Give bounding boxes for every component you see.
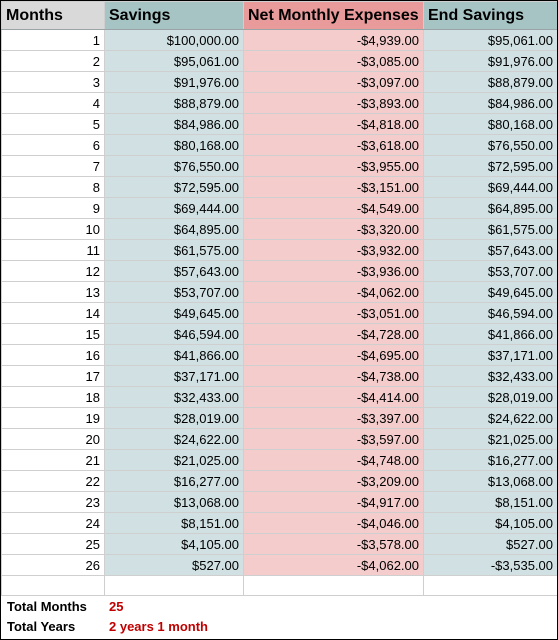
cell-month[interactable]: 13 (2, 282, 105, 303)
cell-month[interactable]: 18 (2, 387, 105, 408)
cell-month[interactable]: 17 (2, 366, 105, 387)
empty-cell[interactable] (105, 576, 244, 596)
cell-expenses[interactable]: -$4,728.00 (244, 324, 424, 345)
cell-month[interactable]: 3 (2, 72, 105, 93)
table-row (2, 219, 558, 240)
total-years-value[interactable]: 2 years 1 month (109, 618, 208, 634)
cell-savings[interactable]: $8,151.00 (105, 513, 244, 534)
table-row (2, 555, 558, 576)
table-row (2, 282, 558, 303)
cell-month[interactable]: 4 (2, 93, 105, 114)
cell-end-savings[interactable]: $95,061.00 (424, 30, 558, 51)
table-row (2, 492, 558, 513)
cell-expenses[interactable]: -$4,549.00 (244, 198, 424, 219)
table-row (2, 387, 558, 408)
table-row (2, 198, 558, 219)
total-years-row (1, 616, 557, 636)
cell-savings[interactable]: $49,645.00 (105, 303, 244, 324)
cell-end-savings[interactable]: $16,277.00 (424, 450, 558, 471)
cell-month[interactable]: 20 (2, 429, 105, 450)
table-row (2, 534, 558, 555)
cell-savings[interactable]: $32,433.00 (105, 387, 244, 408)
cell-savings[interactable]: $95,061.00 (105, 51, 244, 72)
cell-savings[interactable]: $28,019.00 (105, 408, 244, 429)
empty-cell[interactable] (424, 576, 558, 596)
cell-savings[interactable]: $64,895.00 (105, 219, 244, 240)
cell-month[interactable]: 15 (2, 324, 105, 345)
table-row (2, 177, 558, 198)
cell-month[interactable]: 19 (2, 408, 105, 429)
cell-expenses[interactable]: -$4,062.00 (244, 282, 424, 303)
cell-end-savings[interactable]: $53,707.00 (424, 261, 558, 282)
cell-end-savings[interactable]: $88,879.00 (424, 72, 558, 93)
cell-end-savings[interactable]: $49,645.00 (424, 282, 558, 303)
totals-section (1, 596, 557, 636)
cell-end-savings[interactable]: -$3,535.00 (424, 555, 558, 576)
cell-expenses[interactable]: -$3,578.00 (244, 534, 424, 555)
cell-end-savings[interactable]: $8,151.00 (424, 492, 558, 513)
cell-month[interactable]: 14 (2, 303, 105, 324)
cell-expenses[interactable]: -$4,939.00 (244, 30, 424, 51)
table-row (2, 135, 558, 156)
table-row (2, 345, 558, 366)
cell-savings[interactable]: $41,866.00 (105, 345, 244, 366)
header-months[interactable]: Months (2, 2, 105, 30)
table-row (2, 429, 558, 450)
cell-savings[interactable]: $527.00 (105, 555, 244, 576)
cell-month[interactable]: 8 (2, 177, 105, 198)
total-months-value[interactable]: 25 (109, 598, 124, 614)
cell-month[interactable]: 11 (2, 240, 105, 261)
cell-savings[interactable]: $84,986.00 (105, 114, 244, 135)
cell-end-savings[interactable]: $28,019.00 (424, 387, 558, 408)
cell-savings[interactable]: $21,025.00 (105, 450, 244, 471)
cell-savings[interactable]: $72,595.00 (105, 177, 244, 198)
header-row (2, 2, 558, 30)
cell-expenses[interactable]: -$4,738.00 (244, 366, 424, 387)
cell-expenses[interactable]: -$3,932.00 (244, 240, 424, 261)
cell-expenses[interactable]: -$4,695.00 (244, 345, 424, 366)
cell-month[interactable]: 21 (2, 450, 105, 471)
cell-expenses[interactable]: -$4,062.00 (244, 555, 424, 576)
cell-end-savings[interactable]: $41,866.00 (424, 324, 558, 345)
cell-savings[interactable]: $69,444.00 (105, 198, 244, 219)
table-row (2, 261, 558, 282)
cell-end-savings[interactable]: $61,575.00 (424, 219, 558, 240)
cell-end-savings[interactable]: $21,025.00 (424, 429, 558, 450)
cell-expenses[interactable]: -$3,397.00 (244, 408, 424, 429)
cell-savings[interactable]: $24,622.00 (105, 429, 244, 450)
header-net-monthly-expenses[interactable]: Net Monthly Expenses (244, 2, 424, 30)
header-savings[interactable]: Savings (105, 2, 244, 30)
cell-month[interactable]: 22 (2, 471, 105, 492)
cell-savings[interactable]: $80,168.00 (105, 135, 244, 156)
cell-savings[interactable]: $46,594.00 (105, 324, 244, 345)
table-row (2, 366, 558, 387)
cell-expenses[interactable]: -$3,618.00 (244, 135, 424, 156)
header-end-savings[interactable]: End Savings (424, 2, 558, 30)
cell-month[interactable]: 7 (2, 156, 105, 177)
table-row (2, 450, 558, 471)
cell-month[interactable]: 25 (2, 534, 105, 555)
cell-month[interactable]: 10 (2, 219, 105, 240)
cell-savings[interactable]: $4,105.00 (105, 534, 244, 555)
cell-end-savings[interactable]: $32,433.00 (424, 366, 558, 387)
cell-expenses[interactable]: -$4,917.00 (244, 492, 424, 513)
cell-expenses[interactable]: -$3,051.00 (244, 303, 424, 324)
cell-end-savings[interactable]: $57,643.00 (424, 240, 558, 261)
table-row (2, 30, 558, 51)
table-row (2, 156, 558, 177)
table-row (2, 513, 558, 534)
cell-month[interactable]: 5 (2, 114, 105, 135)
savings-table (1, 1, 558, 596)
empty-cell[interactable] (244, 576, 424, 596)
table-row (2, 303, 558, 324)
cell-expenses[interactable]: -$4,748.00 (244, 450, 424, 471)
cell-month[interactable]: 24 (2, 513, 105, 534)
cell-end-savings[interactable]: $46,594.00 (424, 303, 558, 324)
cell-savings[interactable]: $13,068.00 (105, 492, 244, 513)
cell-savings[interactable]: $91,976.00 (105, 72, 244, 93)
table-row (2, 240, 558, 261)
cell-end-savings[interactable]: $24,622.00 (424, 408, 558, 429)
cell-expenses[interactable]: -$3,597.00 (244, 429, 424, 450)
table-row (2, 408, 558, 429)
empty-row (2, 576, 558, 596)
table-row (2, 324, 558, 345)
cell-month[interactable]: 6 (2, 135, 105, 156)
cell-end-savings[interactable]: $64,895.00 (424, 198, 558, 219)
cell-expenses[interactable]: -$3,893.00 (244, 93, 424, 114)
empty-cell[interactable] (2, 576, 105, 596)
total-months-label[interactable]: Total Months (7, 598, 87, 614)
cell-month[interactable]: 16 (2, 345, 105, 366)
cell-month[interactable]: 12 (2, 261, 105, 282)
cell-end-savings[interactable]: $76,550.00 (424, 135, 558, 156)
cell-savings[interactable]: $100,000.00 (105, 30, 244, 51)
cell-month[interactable]: 2 (2, 51, 105, 72)
cell-month[interactable]: 1 (2, 30, 105, 51)
cell-end-savings[interactable]: $4,105.00 (424, 513, 558, 534)
cell-end-savings[interactable]: $37,171.00 (424, 345, 558, 366)
cell-savings[interactable]: $57,643.00 (105, 261, 244, 282)
table-row (2, 72, 558, 93)
cell-end-savings[interactable]: $84,986.00 (424, 93, 558, 114)
cell-end-savings[interactable]: $91,976.00 (424, 51, 558, 72)
cell-end-savings[interactable]: $527.00 (424, 534, 558, 555)
cell-expenses[interactable]: -$3,955.00 (244, 156, 424, 177)
cell-savings[interactable]: $88,879.00 (105, 93, 244, 114)
cell-expenses[interactable]: -$3,151.00 (244, 177, 424, 198)
table-row (2, 471, 558, 492)
cell-end-savings[interactable]: $69,444.00 (424, 177, 558, 198)
cell-savings[interactable]: $53,707.00 (105, 282, 244, 303)
table-row (2, 114, 558, 135)
cell-expenses[interactable]: -$4,046.00 (244, 513, 424, 534)
cell-expenses[interactable]: -$3,085.00 (244, 51, 424, 72)
cell-end-savings[interactable]: $13,068.00 (424, 471, 558, 492)
cell-month[interactable]: 23 (2, 492, 105, 513)
total-months-row (1, 596, 557, 616)
cell-expenses[interactable]: -$3,320.00 (244, 219, 424, 240)
cell-month[interactable]: 26 (2, 555, 105, 576)
cell-end-savings[interactable]: $80,168.00 (424, 114, 558, 135)
cell-end-savings[interactable]: $72,595.00 (424, 156, 558, 177)
cell-expenses[interactable]: -$4,818.00 (244, 114, 424, 135)
table-row (2, 51, 558, 72)
total-years-label[interactable]: Total Years (7, 618, 76, 634)
cell-savings[interactable]: $37,171.00 (105, 366, 244, 387)
cell-savings[interactable]: $61,575.00 (105, 240, 244, 261)
cell-savings[interactable]: $16,277.00 (105, 471, 244, 492)
cell-expenses[interactable]: -$3,936.00 (244, 261, 424, 282)
table-body (2, 30, 558, 596)
cell-expenses[interactable]: -$3,209.00 (244, 471, 424, 492)
cell-month[interactable]: 9 (2, 198, 105, 219)
cell-expenses[interactable]: -$4,414.00 (244, 387, 424, 408)
table-row (2, 93, 558, 114)
cell-expenses[interactable]: -$3,097.00 (244, 72, 424, 93)
cell-savings[interactable]: $76,550.00 (105, 156, 244, 177)
